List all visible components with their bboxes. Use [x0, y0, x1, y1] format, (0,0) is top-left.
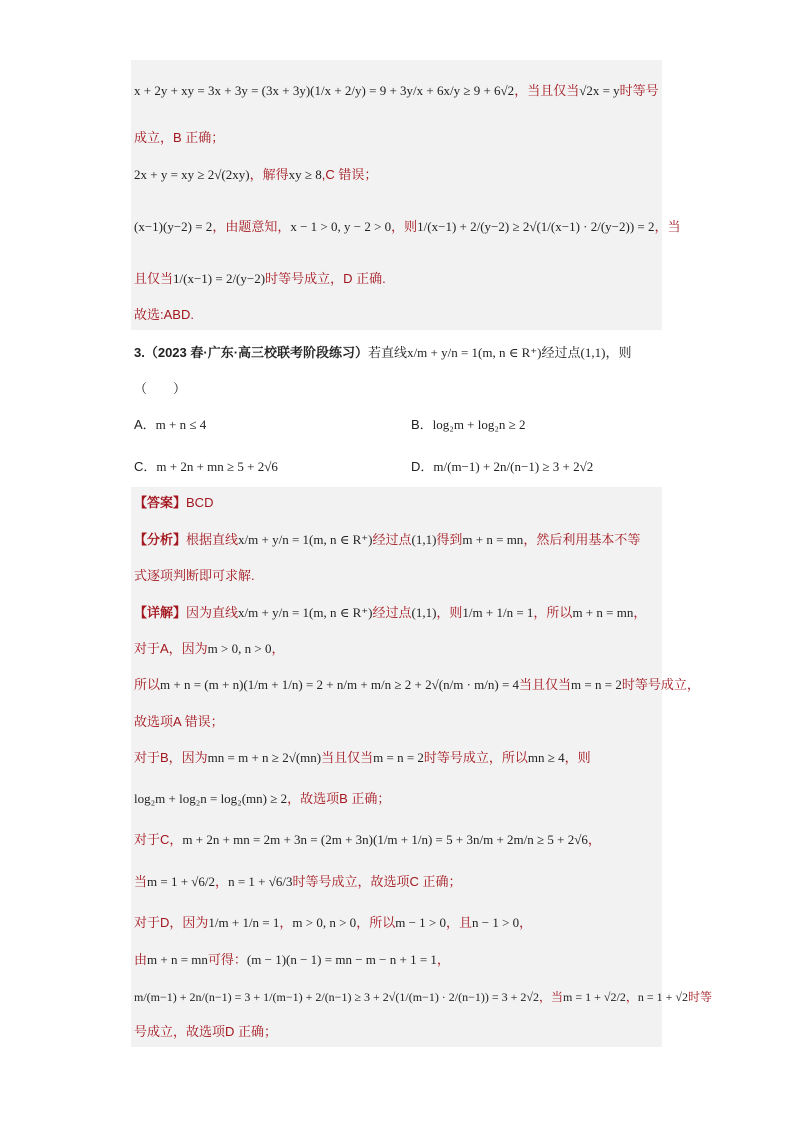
math-expr: x/m + y/n = 1(m, n ∈ R⁺) — [238, 532, 373, 547]
text: ，所以 — [356, 915, 396, 930]
option-d[interactable] — [411, 458, 593, 476]
analysis-line-2: 式逐项判断即可求解. — [134, 568, 255, 583]
text: 时等号成立，所以 — [423, 750, 528, 765]
text: ，则 — [436, 605, 463, 620]
math-expr: (1,1) — [580, 345, 606, 360]
math-expr: x − 1 > 0, y − 2 > 0 — [290, 219, 392, 234]
detail-c-1 — [134, 831, 601, 849]
option-c[interactable] — [134, 458, 278, 476]
option-text: m + 2n + mn ≥ 5 + 2√6 — [156, 459, 278, 474]
detail-d-4: 号成立，故选项D 正确； — [134, 1024, 278, 1039]
text: 对于B，因为 — [134, 750, 208, 765]
text: ， — [279, 915, 293, 930]
prev-solution-block — [131, 60, 662, 330]
question-number: 3. — [134, 345, 145, 360]
option-text: m + n ≤ 4 — [155, 417, 207, 432]
detail-a-2 — [134, 676, 700, 694]
question-3-paren: （ ） — [134, 381, 187, 396]
detail-b-1 — [134, 749, 591, 767]
text: ， — [215, 874, 229, 889]
math-expr: m + n = mn — [147, 952, 208, 967]
text: 对于A，因为 — [134, 641, 208, 656]
text: 经过点 — [372, 605, 412, 620]
option-text: log₂m + log₂n ≥ 2 — [432, 417, 526, 432]
math-expr: 1/(x−1) + 2/(y−2) ≥ 2√(1/(x−1) · 2/(y−2)) = 2 — [417, 219, 655, 234]
text: 对于D，因为 — [134, 915, 209, 930]
math-expr: (1,1) — [411, 532, 437, 547]
option-b[interactable] — [411, 416, 526, 434]
text: ，则 — [605, 345, 632, 360]
text: 所以 — [134, 677, 161, 692]
prev-line-4 — [134, 218, 681, 236]
text: ,C 错误； — [321, 167, 378, 182]
text: 时等号成立，故选项C 正确； — [292, 874, 462, 889]
question-3-stem — [134, 344, 631, 362]
prev-line-3 — [134, 166, 377, 184]
option-a[interactable] — [134, 416, 206, 434]
math-expr: (x−1)(y−2) = 2 — [134, 219, 213, 234]
math-expr: mn ≥ 4 — [527, 750, 565, 765]
math-expr: n = 1 + √6/3 — [228, 874, 293, 889]
prev-line-5 — [134, 270, 386, 288]
detail-a-1 — [134, 640, 284, 658]
prev-line-6: 故选:ABD. — [134, 307, 194, 322]
text: ， — [633, 605, 647, 620]
text: 时等号 — [619, 83, 659, 98]
math-expr: xy ≥ 8 — [288, 167, 322, 182]
math-expr: n − 1 > 0 — [472, 915, 520, 930]
math-expr: log₂m + log₂n = log₂(mn) ≥ 2 — [134, 791, 288, 806]
option-label: A． — [134, 417, 156, 432]
math-expr: m/(m−1) + 2n/(n−1) = 3 + 1/(m−1) + 2/(n−1) ≥ 3 + 2√(1/(m−1) · 2/(n−1)) = 3 + 2√2 — [134, 990, 540, 1004]
detail-line-1 — [134, 604, 646, 622]
detail-tag: 【详解】 — [134, 605, 187, 620]
text: ，解得 — [249, 167, 289, 182]
math-expr: x/m + y/n = 1(m, n ∈ R⁺) — [407, 345, 542, 360]
text: 得到 — [436, 532, 463, 547]
text: ，当 — [539, 990, 564, 1004]
math-expr: (1,1) — [411, 605, 437, 620]
detail-d-3 — [134, 988, 712, 1006]
text: 且仅当 — [134, 271, 174, 286]
text: ，当 — [654, 219, 681, 234]
math-expr: m = n = 2 — [373, 750, 424, 765]
detail-b-2 — [134, 790, 390, 808]
option-label: C． — [134, 459, 157, 474]
answer-value: BCD — [186, 495, 214, 510]
text: 因为直线 — [186, 605, 239, 620]
detail-a-3: 故选项A 错误； — [134, 714, 224, 729]
text: ， — [587, 832, 601, 847]
text: 当 — [134, 874, 148, 889]
math-expr: mn = m + n ≥ 2√(mn) — [207, 750, 322, 765]
text: 当且仅当 — [321, 750, 374, 765]
math-expr: √2x = y — [579, 83, 620, 98]
detail-d-2 — [134, 951, 450, 969]
text: 由 — [134, 952, 148, 967]
math-expr: m + n = mn — [572, 605, 634, 620]
analysis-line-1 — [134, 531, 640, 549]
text: 对于C， — [134, 832, 183, 847]
text: ，且 — [445, 915, 472, 930]
text: ， — [271, 641, 285, 656]
text: 根据直线 — [186, 532, 239, 547]
question-source: （2023 春·广东·高三校联考阶段练习） — [144, 345, 369, 360]
text: 时等号成立，D 正确. — [265, 271, 386, 286]
prev-line-2: 成立，B 正确； — [134, 130, 225, 145]
text: ， — [436, 952, 450, 967]
text: 当且仅当 — [519, 677, 572, 692]
math-expr: m = 1 + √6/2 — [147, 874, 216, 889]
text: 时等 — [687, 990, 712, 1004]
analysis-tag: 【分析】 — [134, 532, 187, 547]
text: ， — [625, 990, 638, 1004]
text: 经过点 — [372, 532, 412, 547]
text: ，所以 — [533, 605, 573, 620]
text: ，由题意知， — [212, 219, 291, 234]
text: 时等号成立， — [621, 677, 700, 692]
math-expr: m + n = (m + n)(1/m + 1/n) = 2 + n/m + m/n ≥ 2 + 2√(n/m · m/n) = 4 — [160, 677, 520, 692]
option-label: D． — [411, 459, 434, 474]
option-label: B． — [411, 417, 433, 432]
math-expr: m + 2n + mn = 2m + 3n = (2m + 3n)(1/m + 1/n) = 5 + 3n/m + 2m/n ≥ 5 + 2√6 — [182, 832, 588, 847]
text: ，则 — [391, 219, 418, 234]
text: 若直线 — [368, 345, 408, 360]
text: ， — [519, 915, 533, 930]
math-expr: x/m + y/n = 1(m, n ∈ R⁺) — [238, 605, 373, 620]
math-expr: n = 1 + √2 — [637, 990, 688, 1004]
math-expr: (m − 1)(n − 1) = mn − m − n + 1 = 1 — [246, 952, 437, 967]
math-expr: 1/m + 1/n = 1 — [462, 605, 534, 620]
text: 可得： — [207, 952, 247, 967]
math-expr: m + n = mn — [462, 532, 524, 547]
text: ，则 — [564, 750, 591, 765]
prev-line-1 — [134, 82, 659, 100]
text: ，当且仅当 — [514, 83, 580, 98]
answer-tag: 【答案】 — [134, 495, 187, 510]
option-text: m/(m−1) + 2n/(n−1) ≥ 3 + 2√2 — [433, 459, 594, 474]
math-expr: 1/m + 1/n = 1 — [208, 915, 280, 930]
text: ，故选项B 正确； — [287, 791, 391, 806]
detail-c-2 — [134, 873, 462, 891]
math-expr: m > 0, n > 0 — [207, 641, 272, 656]
math-expr: 1/(x−1) = 2/(y−2) — [173, 271, 266, 286]
detail-d-1 — [134, 914, 532, 932]
math-expr: m − 1 > 0 — [395, 915, 446, 930]
text: 经过点 — [541, 345, 581, 360]
math-expr: m = n = 2 — [571, 677, 622, 692]
text: ，然后利用基本不等 — [523, 532, 641, 547]
math-expr: m = 1 + √2/2 — [563, 990, 626, 1004]
math-expr: x + 2y + xy = 3x + 3y = (3x + 3y)(1/x + 2/y) = 9 + 3y/x + 6x/y ≥ 9 + 6√2 — [134, 83, 515, 98]
math-expr: m > 0, n > 0 — [292, 915, 357, 930]
math-expr: 2x + y = xy ≥ 2√(2xy) — [134, 167, 250, 182]
answer-line — [134, 494, 213, 512]
